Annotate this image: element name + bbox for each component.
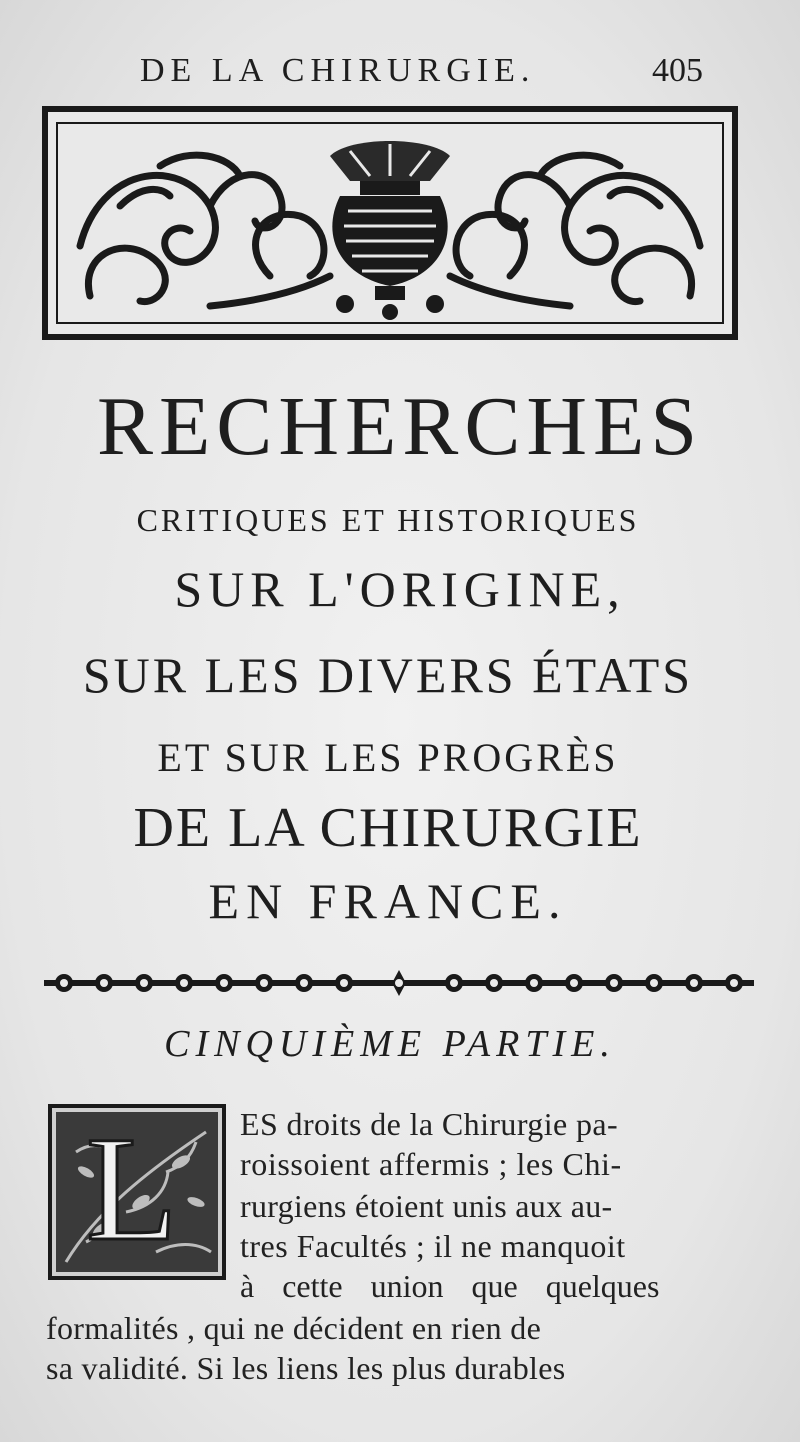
running-head: DE LA CHIRURGIE. xyxy=(140,52,536,89)
drop-cap xyxy=(48,1104,226,1280)
body-line: roissoient affermis ; les Chi- xyxy=(240,1146,622,1182)
title-line-6: EN FRANCE. xyxy=(208,873,568,929)
body-line: tres Facultés ; il ne manquoit xyxy=(240,1228,626,1264)
title-line-4: ET SUR LES PROGRÈS xyxy=(157,735,619,780)
title-line-3: SUR LES DIVERS ÉTATS xyxy=(82,647,694,703)
body-line: formalités , qui ne décident en rien de xyxy=(46,1310,542,1346)
page-number: 405 xyxy=(652,52,703,89)
body-line: rurgiens étoient unis aux au- xyxy=(240,1188,613,1224)
title-main: RECHERCHES xyxy=(96,380,704,473)
title-line-2: SUR L'ORIGINE, xyxy=(174,561,626,617)
body-line: ES droits de la Chirurgie pa- xyxy=(240,1106,619,1142)
body-line: à cette union que quelques xyxy=(240,1268,660,1304)
body-line: sa validité. Si les liens les plus durables xyxy=(46,1350,566,1386)
drop-cap-letter: L xyxy=(86,1106,178,1272)
part-heading: CINQUIÈME PARTIE. xyxy=(164,1023,616,1065)
title-line-5: DE LA CHIRURGIE xyxy=(133,797,643,859)
title-line-1: CRITIQUES ET HISTORIQUES xyxy=(136,502,640,538)
fleuron-rule-icon xyxy=(44,968,754,998)
vase-scroll-ornament-icon xyxy=(60,126,720,324)
headpiece-ornament xyxy=(42,106,738,340)
